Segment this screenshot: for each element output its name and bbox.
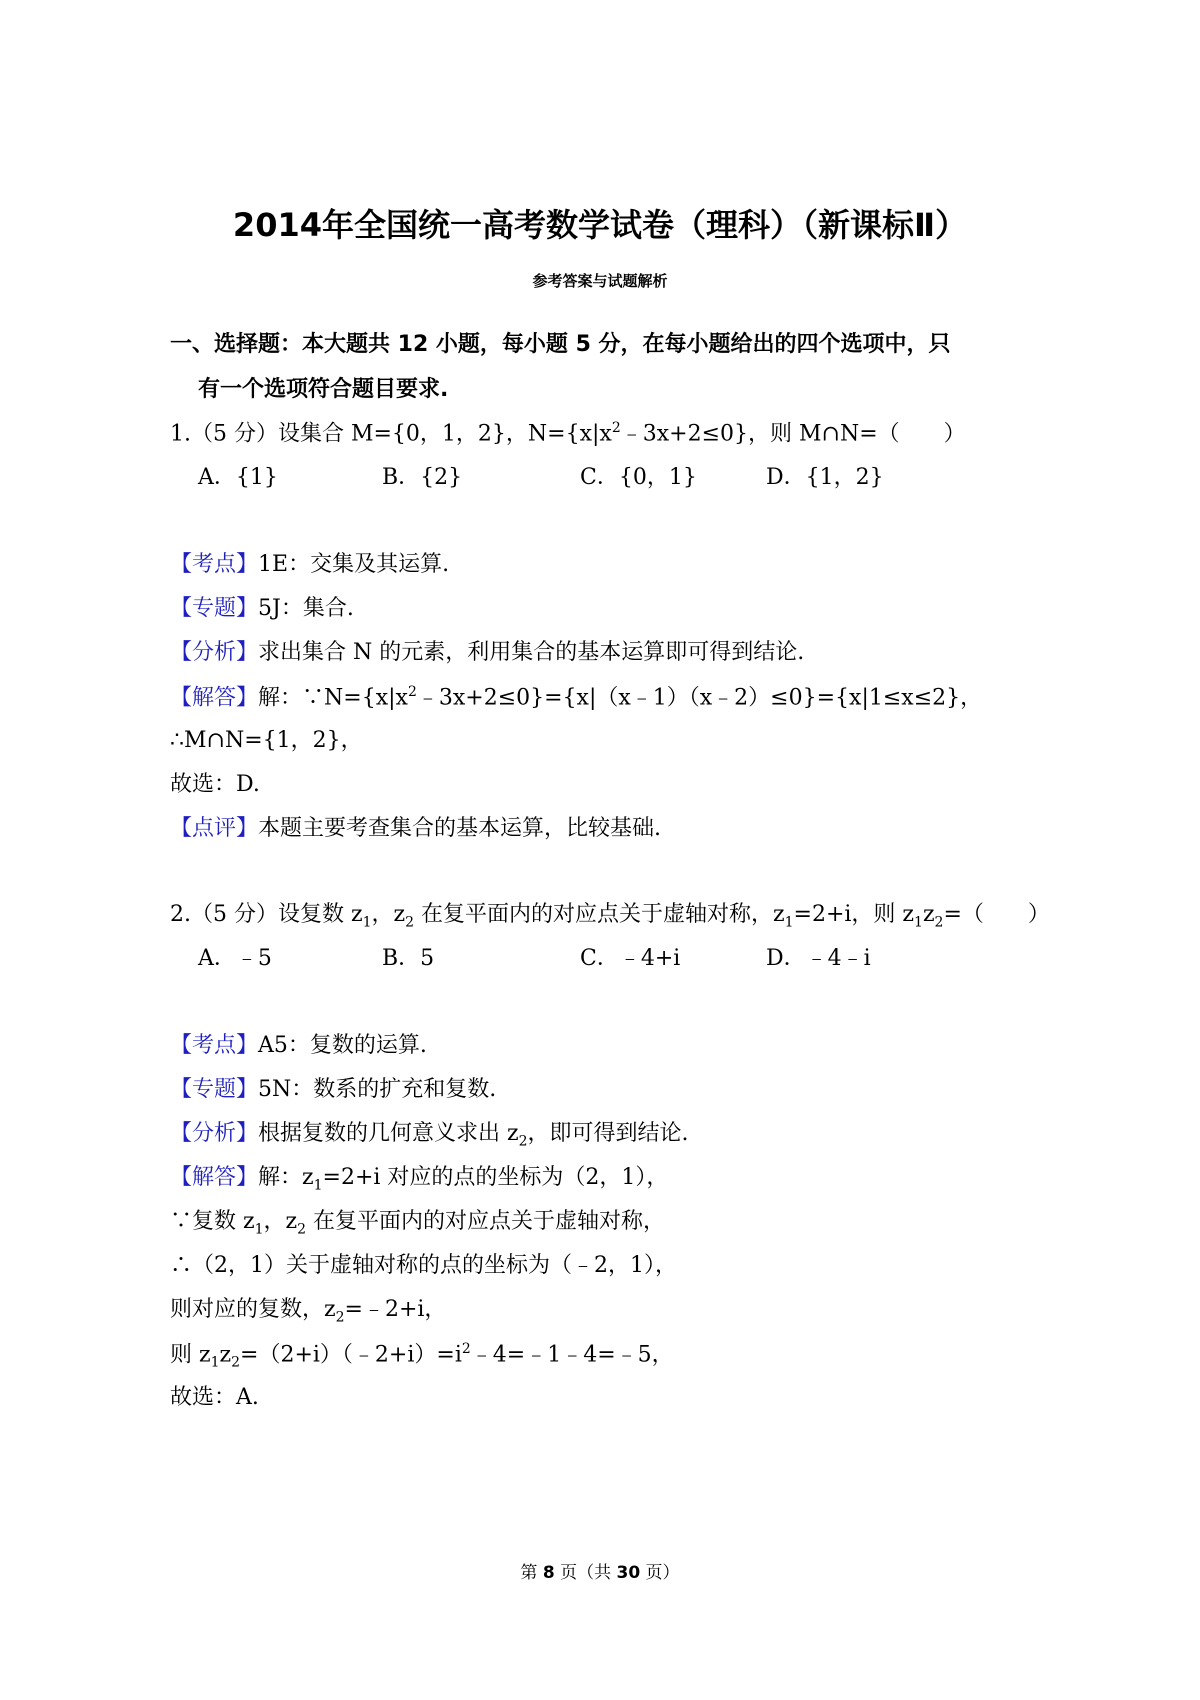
- q1-option-a: A．{1}: [198, 465, 278, 490]
- q2-option-a: A．﹣5: [198, 946, 272, 971]
- q2-option-d: D．﹣4﹣i: [766, 946, 871, 971]
- q1-stem-part: 1.（5 分）设集合 M={0，1，2}，N={x|x: [170, 421, 612, 447]
- kaodian-tag: 【考点】: [170, 1033, 259, 1058]
- q2-fenxi: [170, 1121, 689, 1150]
- q1-option-d: D．{1，2}: [766, 465, 884, 490]
- q1-stem-part: ﹣3x+2≤0}，则 M∩N=（ ）: [620, 421, 966, 447]
- q2-step4-part: z: [219, 1342, 232, 1368]
- q2-fenxi-sub: 2: [518, 1133, 528, 1150]
- q2-step3-part: 则对应的复数，z: [170, 1297, 336, 1322]
- q1-fenxi-text: 求出集合 N 的元素，利用集合的基本运算即可得到结论.: [258, 640, 805, 665]
- q2-stem-part: ，z: [371, 902, 406, 927]
- q1-stem-sup: 2: [611, 420, 621, 436]
- q2-step3-part: =﹣2+i，: [344, 1297, 447, 1322]
- q2-zhuanti-text: 5N：数系的扩充和复数.: [258, 1077, 497, 1102]
- q2-kaodian: [170, 1033, 427, 1059]
- q1-option-c: C．{0，1}: [580, 465, 697, 490]
- q2-stem-part: =（ ）: [943, 902, 1050, 927]
- q2-step1-sub: 1: [254, 1221, 264, 1238]
- q1-jieda-sup: 2: [407, 684, 417, 700]
- q2-stem-part: =2+i，则 z: [793, 902, 915, 927]
- q2-step4: [170, 1341, 674, 1372]
- q2-stem-sub: 2: [405, 914, 415, 931]
- q2-stem-sub: 1: [784, 914, 794, 931]
- page-footer: [0, 1558, 1200, 1583]
- q2-step4-sub: 2: [231, 1354, 241, 1371]
- q1-jieda: [170, 684, 982, 712]
- q1-zhuanti: [170, 596, 354, 622]
- page-subtitle: 参考答案与试题解析: [532, 272, 668, 290]
- q2-zhuanti: [170, 1077, 496, 1103]
- page-title: 2014年全国统一高考数学试卷（理科）（新课标Ⅱ）: [232, 206, 968, 244]
- section-heading-line1: 一、选择题：本大题共 12 小题，每小题 5 分，在每小题给出的四个选项中，只: [170, 332, 951, 357]
- jieda-tag: 【解答】: [170, 685, 259, 711]
- q2-step4-sup: 2: [461, 1341, 471, 1357]
- q2-step4-part: ﹣4=﹣1﹣4=﹣5，: [470, 1342, 674, 1368]
- q1-dianping: [170, 816, 661, 842]
- q1-kaodian-text: 1E：交集及其运算.: [258, 552, 450, 577]
- q1-jieda-part: ﹣3x+2≤0}={x|（x﹣1）（x﹣2）≤0}={x|1≤x≤2}，: [416, 685, 983, 711]
- q2-step4-part: 则 z: [170, 1342, 211, 1368]
- q2-stem: [170, 902, 1050, 931]
- q1-fenxi: [170, 640, 804, 666]
- q2-step1-part: 在复平面内的对应点关于虚轴对称，: [306, 1209, 666, 1234]
- q2-step1-sub: 2: [297, 1221, 307, 1238]
- q2-step1: [170, 1209, 665, 1238]
- q2-option-c: C．﹣4+i: [580, 946, 681, 971]
- q1-jieda-part: 解：∵N={x|x: [258, 685, 408, 711]
- q2-fenxi-part: 根据复数的几何意义求出 z: [258, 1121, 519, 1146]
- q2-stem-sub: 2: [934, 914, 944, 931]
- footer-text: 页）: [640, 1563, 680, 1583]
- q2-stem-part: z: [922, 902, 935, 927]
- q2-stem-sub: 1: [362, 914, 372, 931]
- q2-step5: 故选：A.: [170, 1385, 259, 1410]
- q1-stem: [170, 420, 966, 448]
- q2-step1-part: ，z: [263, 1209, 298, 1234]
- q2-jieda-sub: 1: [313, 1177, 323, 1194]
- q2-step1-part: ∵复数 z: [170, 1209, 255, 1234]
- q1-zhuanti-text: 5J：集合.: [258, 596, 354, 621]
- q2-step4-part: =（2+i）（﹣2+i）=i: [240, 1342, 462, 1368]
- footer-total-pages: 30: [616, 1563, 641, 1583]
- footer-page-number: 8: [542, 1563, 555, 1583]
- footer-text: 页（共: [554, 1563, 617, 1583]
- dianping-tag: 【点评】: [170, 816, 259, 841]
- q2-kaodian-text: A5：复数的运算.: [258, 1033, 427, 1058]
- fenxi-tag: 【分析】: [170, 1121, 259, 1146]
- q1-dianping-text: 本题主要考查集合的基本运算，比较基础.: [258, 816, 662, 841]
- q2-step4-sub: 1: [210, 1354, 220, 1371]
- q2-option-b: B．5: [382, 946, 435, 971]
- q2-step2: ∴（2，1）关于虚轴对称的点的坐标为（﹣2，1），: [170, 1253, 677, 1278]
- fenxi-tag: 【分析】: [170, 640, 259, 665]
- q1-option-b: B．{2}: [382, 465, 463, 490]
- q2-jieda-part: 解：z: [258, 1165, 314, 1190]
- q2-jieda: [170, 1165, 668, 1194]
- q2-step3-sub: 2: [335, 1309, 345, 1326]
- q2-stem-sub: 1: [914, 914, 923, 931]
- jieda-tag: 【解答】: [170, 1165, 259, 1190]
- q2-fenxi-part: ，即可得到结论.: [527, 1121, 689, 1146]
- section-heading-line2: 有一个选项符合题目要求.: [198, 377, 449, 402]
- q2-step3: [170, 1297, 446, 1326]
- kaodian-tag: 【考点】: [170, 552, 259, 577]
- q2-jieda-part: =2+i 对应的点的坐标为（2，1），: [322, 1165, 669, 1190]
- q1-step2: 故选：D.: [170, 772, 260, 797]
- q1-step1: ∴M∩N={1，2}，: [170, 728, 363, 753]
- q2-stem-part: 在复平面内的对应点关于虚轴对称，z: [414, 902, 785, 927]
- zhuanti-tag: 【专题】: [170, 596, 259, 621]
- zhuanti-tag: 【专题】: [170, 1077, 259, 1102]
- q2-stem-part: 2.（5 分）设复数 z: [170, 902, 363, 927]
- footer-text: 第: [520, 1563, 543, 1583]
- q1-kaodian: [170, 552, 449, 578]
